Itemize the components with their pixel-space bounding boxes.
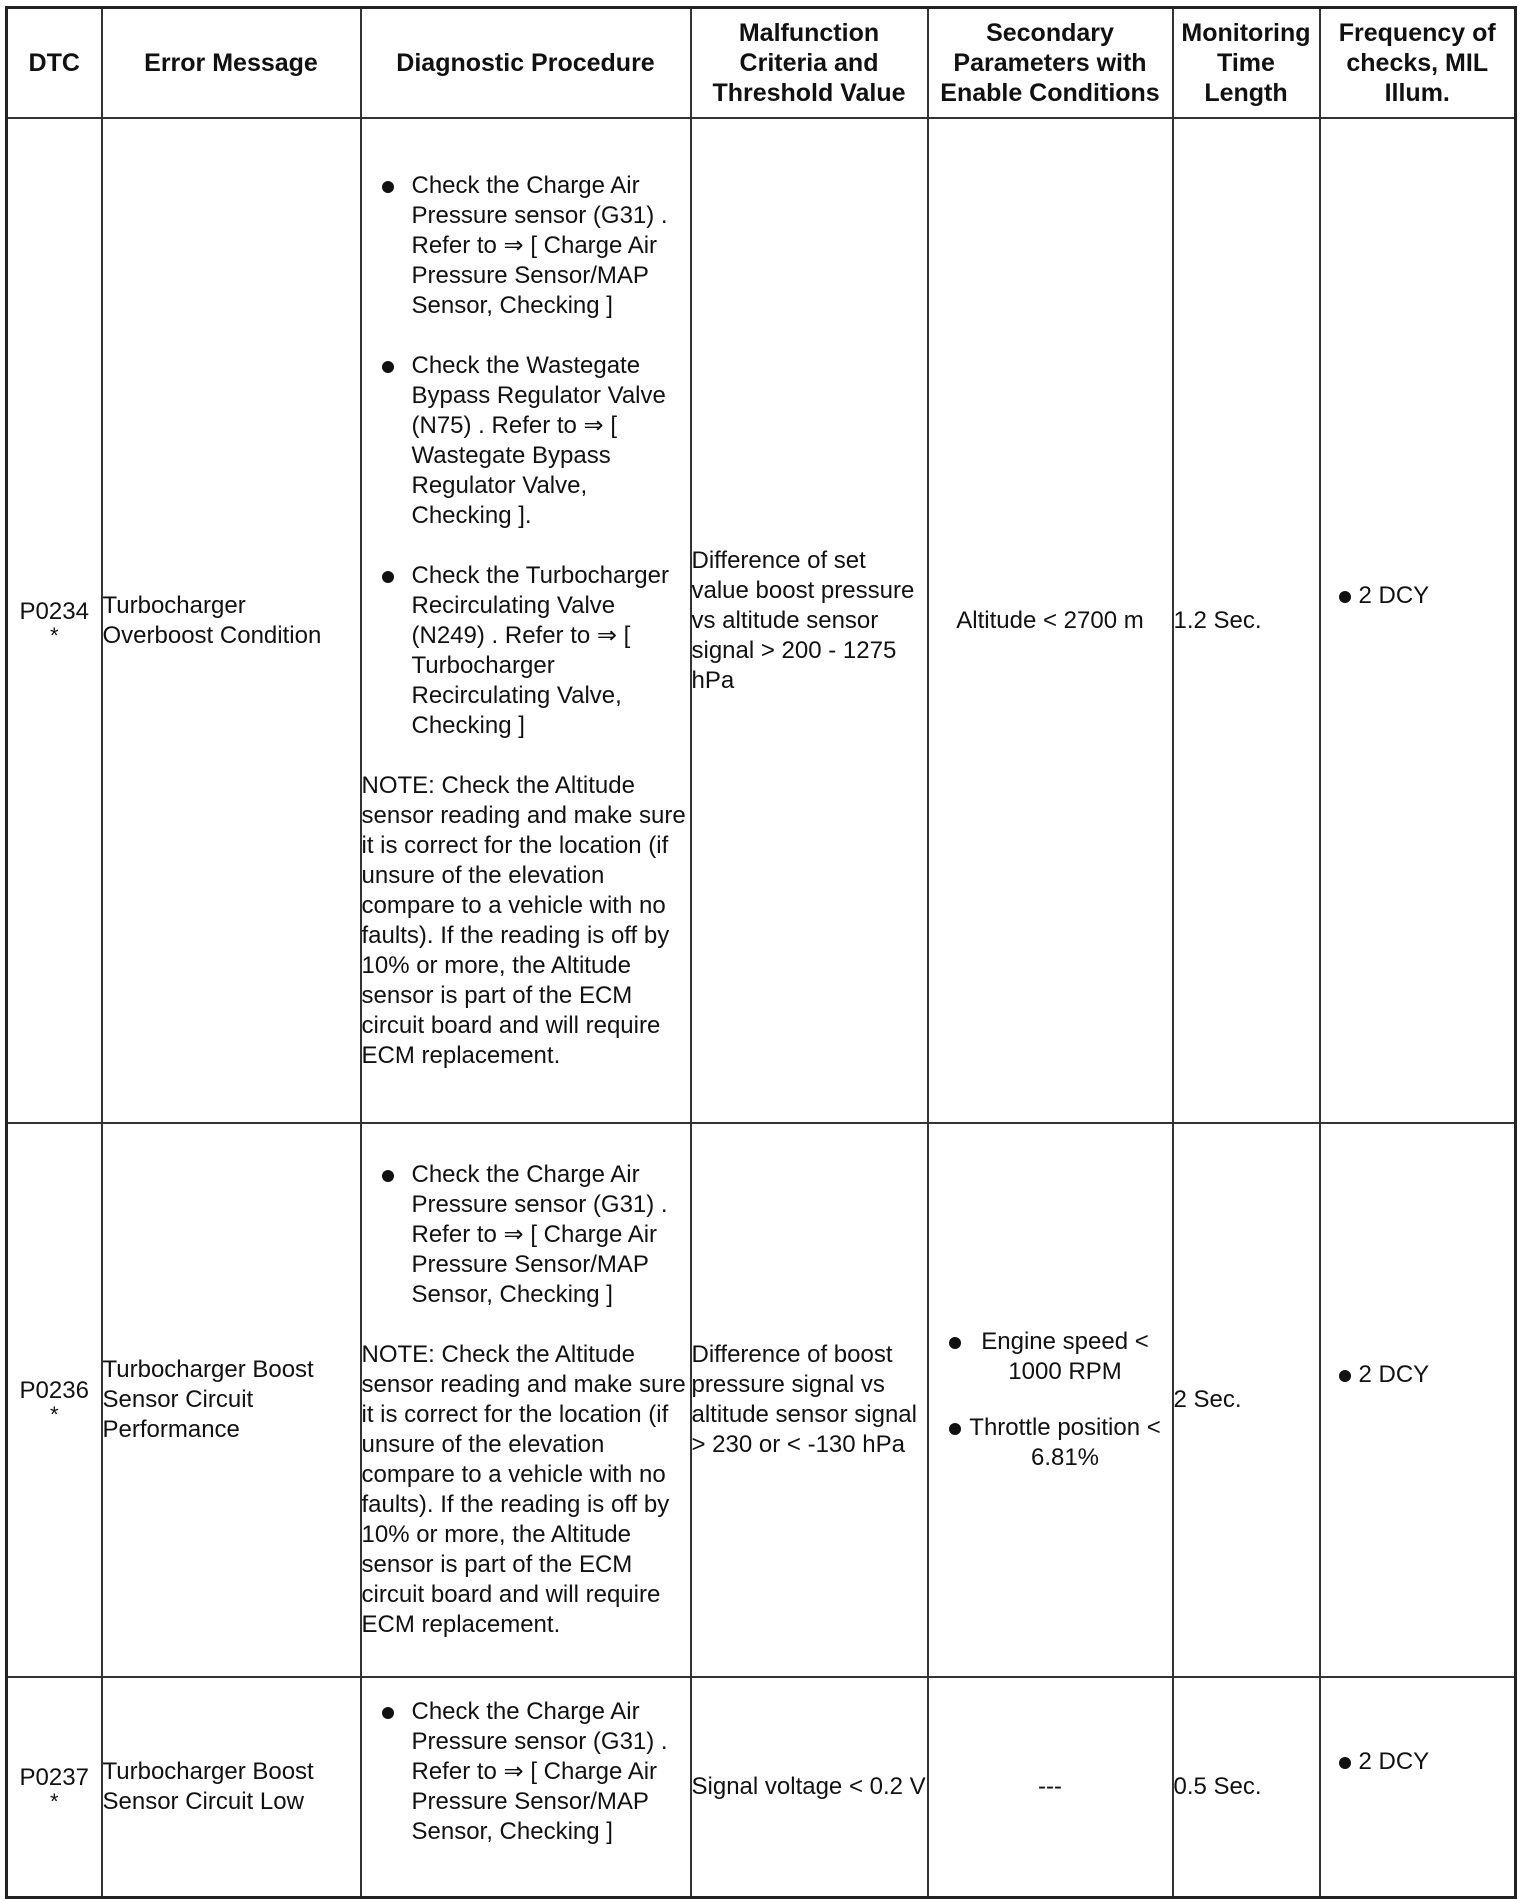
procedure-cell <box>361 1677 691 1897</box>
dtc-cell <box>7 1677 102 1897</box>
secondary-list <box>929 1327 1172 1473</box>
frequency-value: 2 DCY <box>1321 1360 1515 1390</box>
secondary-item: Engine speed < 1000 RPM <box>929 1327 1172 1387</box>
frequency-cell <box>1320 1677 1516 1897</box>
header-row <box>7 8 1516 119</box>
procedure-step: Check the Charge Air Pressure sensor (G31) . Refer to ⇒ [ Charge Air Pressure Sensor/MAP Sensor, Checking ] <box>362 1160 690 1310</box>
header-monitoring-time: Monitoring Time Length <box>1173 8 1320 119</box>
dtc-code: P0237 <box>19 1763 89 1791</box>
procedure-steps <box>362 1697 690 1847</box>
header-malfunction-criteria: Malfunction Criteria and Threshold Value <box>691 8 928 119</box>
procedure-step: Check the Charge Air Pressure sensor (G31) . Refer to ⇒ [ Charge Air Pressure Sensor/MAP Sensor, Checking ] <box>362 171 690 321</box>
procedure-steps <box>362 171 690 741</box>
monitoring-time-cell: 1.2 Sec. <box>1173 118 1320 1123</box>
header-frequency: Frequency of checks, MIL Illum. <box>1320 8 1516 119</box>
secondary-cell <box>928 1123 1173 1677</box>
secondary-cell: --- <box>928 1677 1173 1897</box>
monitoring-time-cell: 2 Sec. <box>1173 1123 1320 1677</box>
error-message-cell: Turbocharger Boost Sensor Circuit Performance <box>102 1123 361 1677</box>
procedure-note: NOTE: Check the Altitude sensor reading and make sure it is correct for the location (if unsure of the elevation compare to a vehicle with no faults). If the reading is off by 10% or more, the Altitude sensor is part of the ECM circuit board and will require ECM replacement. <box>361 1341 686 1638</box>
header-error-message: Error Message <box>102 8 361 119</box>
procedure-note: NOTE: Check the Altitude sensor reading and make sure it is correct for the location (if unsure of the elevation compare to a vehicle with no faults). If the reading is off by 10% or more, the Altitude sensor is part of the ECM circuit board and will require ECM replacement. <box>361 771 686 1069</box>
criteria-cell: Difference of boost pressure signal vs altitude sensor signal > 230 or < -130 hPa <box>691 1123 928 1677</box>
criteria-cell: Difference of set value boost pressure vs altitude sensor signal > 200 - 1275 hPa <box>691 118 928 1123</box>
table-row <box>7 1677 1516 1897</box>
dtc-cell <box>7 118 102 1123</box>
procedure-step: Check the Wastegate Bypass Regulator Valve (N75) . Refer to ⇒ [ Wastegate Bypass Regulator Valve, Checking ]. <box>362 351 690 531</box>
error-message-cell: Turbocharger Overboost Condition <box>102 118 361 1123</box>
table-row <box>7 1123 1516 1677</box>
monitoring-time-cell: 0.5 Sec. <box>1173 1677 1320 1897</box>
table-row <box>7 118 1516 1123</box>
frequency-value: 2 DCY <box>1321 1747 1515 1777</box>
criteria-cell: Signal voltage < 0.2 V <box>691 1677 928 1897</box>
dtc-table <box>5 6 1517 1899</box>
procedure-cell <box>361 118 691 1123</box>
frequency-cell <box>1320 1123 1516 1677</box>
secondary-cell: Altitude < 2700 m <box>928 118 1173 1123</box>
procedure-step: Check the Turbocharger Recirculating Valve (N249) . Refer to ⇒ [ Turbocharger Recirculating Valve, Checking ] <box>362 561 690 741</box>
error-message-cell: Turbocharger Boost Sensor Circuit Low <box>102 1677 361 1897</box>
header-secondary-parameters: Secondary Parameters with Enable Conditions <box>928 8 1173 119</box>
secondary-item: Throttle position < 6.81% <box>929 1413 1172 1473</box>
frequency-value: 2 DCY <box>1321 581 1515 611</box>
frequency-cell <box>1320 118 1516 1123</box>
dtc-code: P0236 <box>19 1377 89 1404</box>
dtc-star: * <box>49 1402 59 1427</box>
procedure-steps <box>362 1160 690 1310</box>
procedure-cell <box>361 1123 691 1677</box>
dtc-star: * <box>49 622 59 648</box>
procedure-step: Check the Charge Air Pressure sensor (G31) . Refer to ⇒ [ Charge Air Pressure Sensor/MAP Sensor, Checking ] <box>362 1697 690 1847</box>
dtc-star: * <box>49 1788 59 1814</box>
dtc-code: P0234 <box>19 597 89 625</box>
dtc-cell <box>7 1123 102 1677</box>
header-dtc: DTC <box>7 8 102 119</box>
header-diagnostic-procedure: Diagnostic Procedure <box>361 8 691 119</box>
